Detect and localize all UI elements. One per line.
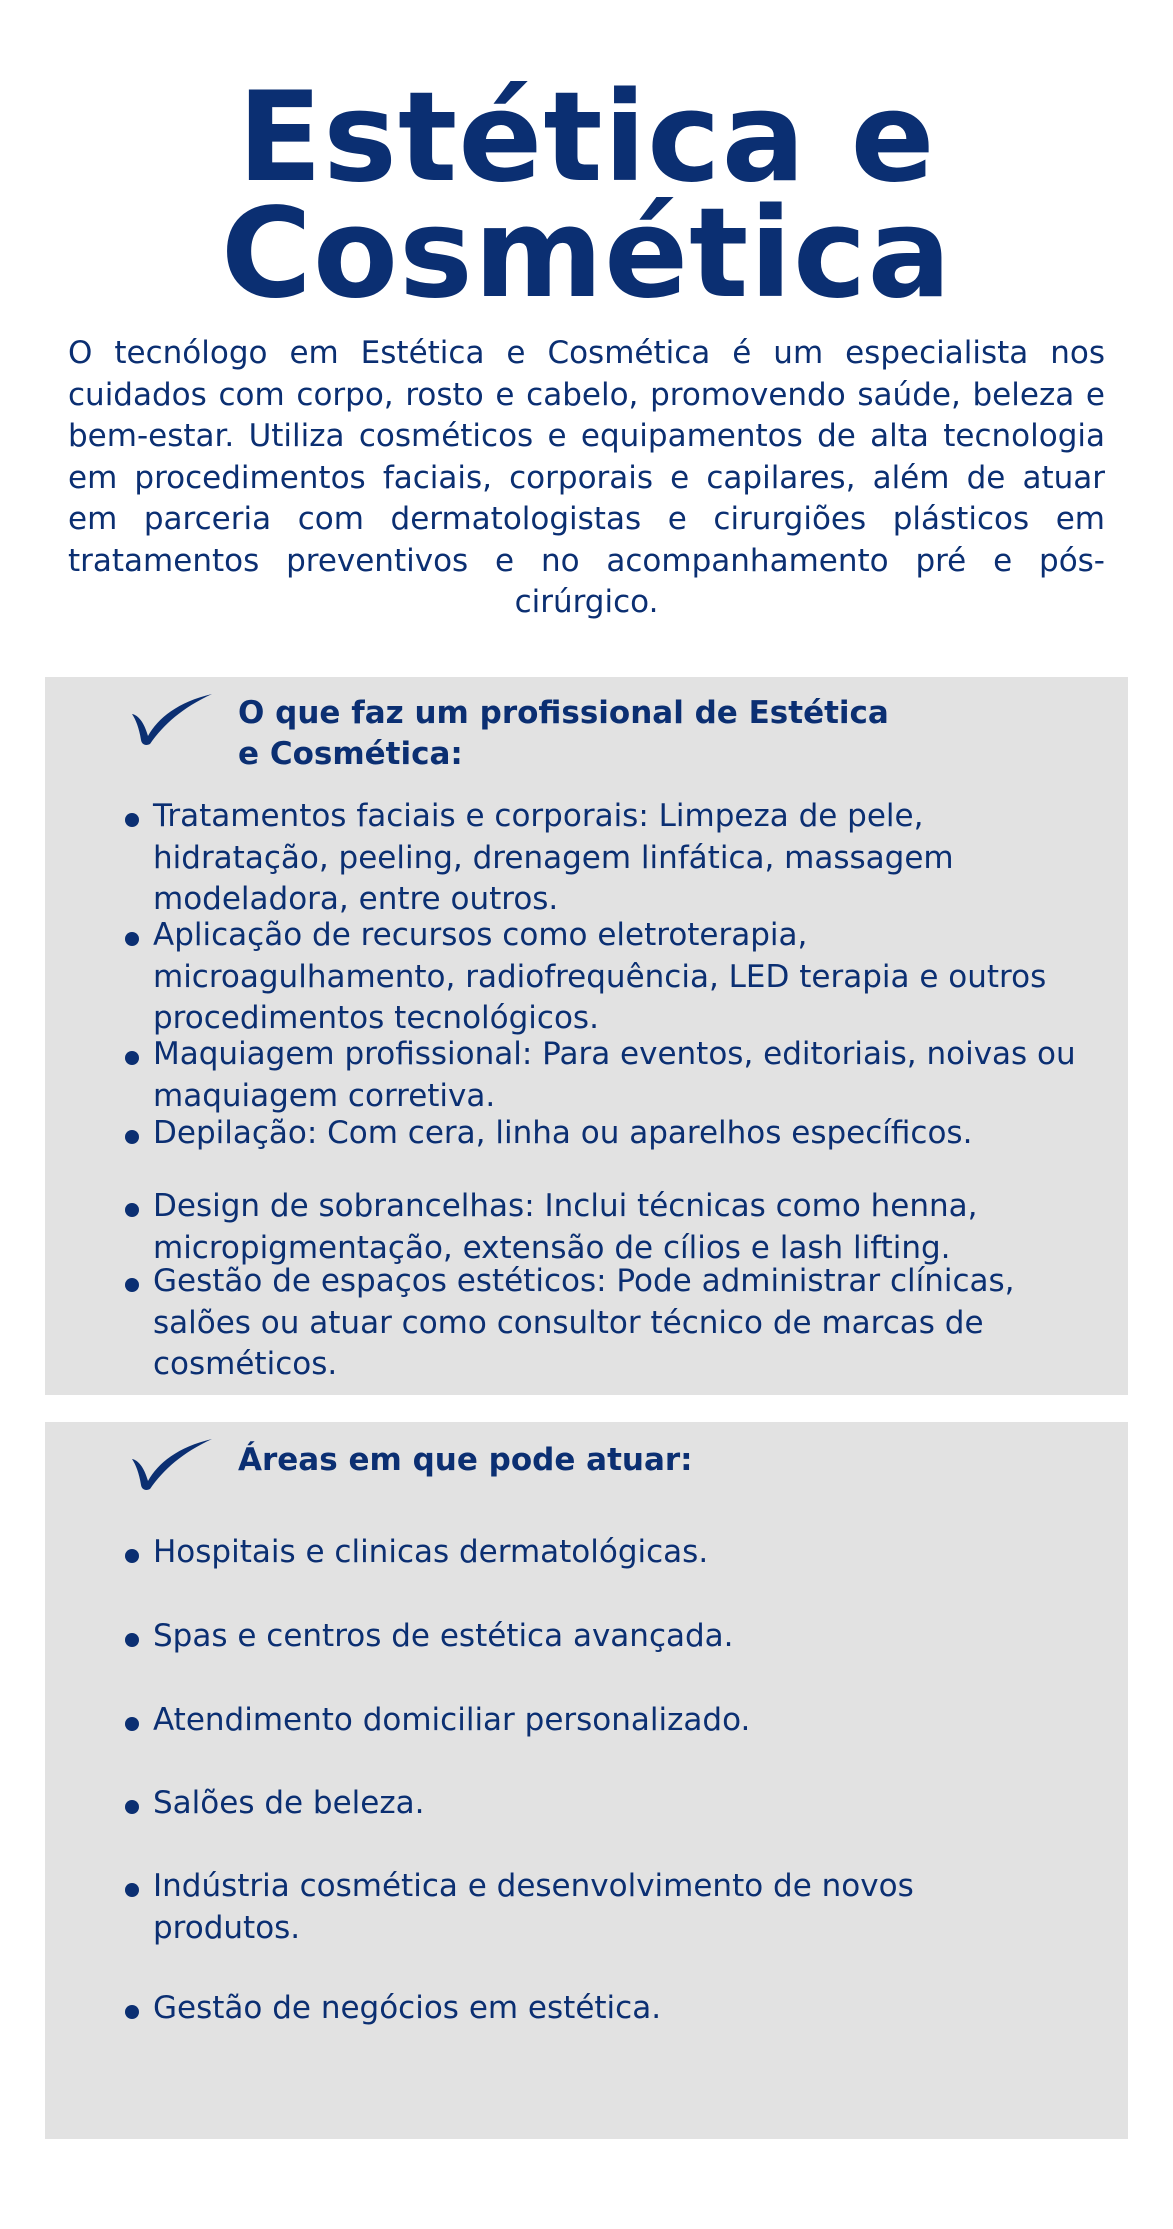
heading-line-1: O que faz um profissional de Estética [238, 695, 889, 731]
check-icon [126, 1433, 216, 1493]
list-item-text: Maquiagem profissional: Para eventos, editoriais, noivas ou maquiagem corretiva. [153, 1036, 1076, 1114]
list-item [125, 1186, 1091, 1269]
list-item [125, 1034, 1091, 1117]
bullet-icon [125, 1130, 139, 1144]
page-title [0, 66, 1173, 326]
intro-paragraph: O tecnólogo em Estética e Cosmética é um especialista nos cuidados com corpo, rosto e cabelo, promovendo saúde, beleza e bem-estar. Utiliza cosméticos e equipamentos de alta tecnologia em procedimentos faciais, corporais e capilares, além de atuar em parceria com dermatologistas e cirurgiões plásticos em tratamentos preventivos e no acompanhamento pré e pós-cirúrgico. [68, 335, 1105, 620]
section-work-areas-heading: Áreas em que pode atuar: [238, 1442, 693, 1478]
title-line-1: Estética e [237, 66, 936, 210]
list-item-text: Salões de beleza. [153, 1785, 425, 1821]
bullet-icon [125, 1278, 139, 1292]
bullet-icon [125, 932, 139, 946]
heading-line-2: e Cosmética: [238, 736, 463, 772]
section-activities-heading [238, 693, 938, 775]
list-item [125, 1783, 1035, 1825]
list-item-text: Hospitais e clinicas dermatológicas. [153, 1534, 709, 1570]
bullet-icon [125, 1800, 139, 1814]
list-item [125, 1988, 1035, 2030]
list-item [125, 1700, 1035, 1742]
bullet-icon [125, 1883, 139, 1897]
bullet-icon [125, 1717, 139, 1731]
bullet-icon [125, 1549, 139, 1563]
list-item-text: Gestão de negócios em estética. [153, 1990, 662, 2026]
list-item-text: Aplicação de recursos como eletroterapia, microagulhamento, radiofrequência, LED terapia e outros procedimentos tecnológicos. [153, 917, 1047, 1036]
section-work-areas [45, 1422, 1128, 2139]
list-item-text: Gestão de espaços estéticos: Pode administrar clínicas, salões ou atuar como consultor técnico de marcas de cosméticos. [153, 1263, 1015, 1382]
list-item-text: Design de sobrancelhas: Inclui técnicas como henna, micropigmentação, extensão de cílios e lash lifting. [153, 1188, 978, 1266]
list-item-text: Depilação: Com cera, linha ou aparelhos específicos. [153, 1115, 973, 1151]
list-item [125, 1866, 1035, 1949]
list-item [125, 1113, 1091, 1155]
bullet-icon [125, 1051, 139, 1065]
list-item-text: Spas e centros de estética avançada. [153, 1618, 734, 1654]
check-icon [126, 688, 216, 748]
list-item [125, 1261, 1091, 1386]
list-item [125, 915, 1091, 1040]
list-item [125, 796, 1091, 921]
bullet-icon [125, 1203, 139, 1217]
list-item-text: Indústria cosmética e desenvolvimento de novos produtos. [153, 1868, 914, 1946]
list-item [125, 1532, 1035, 1574]
title-line-2: Cosmética [220, 182, 953, 326]
list-item-text: Tratamentos faciais e corporais: Limpeza de pele, hidratação, peeling, drenagem linfática, massagem modeladora, entre outros. [153, 798, 954, 917]
bullet-icon [125, 2005, 139, 2019]
section-activities [45, 677, 1128, 1395]
list-item [125, 1616, 1035, 1658]
bullet-icon [125, 813, 139, 827]
bullet-icon [125, 1633, 139, 1647]
list-item-text: Atendimento domiciliar personalizado. [153, 1702, 751, 1738]
